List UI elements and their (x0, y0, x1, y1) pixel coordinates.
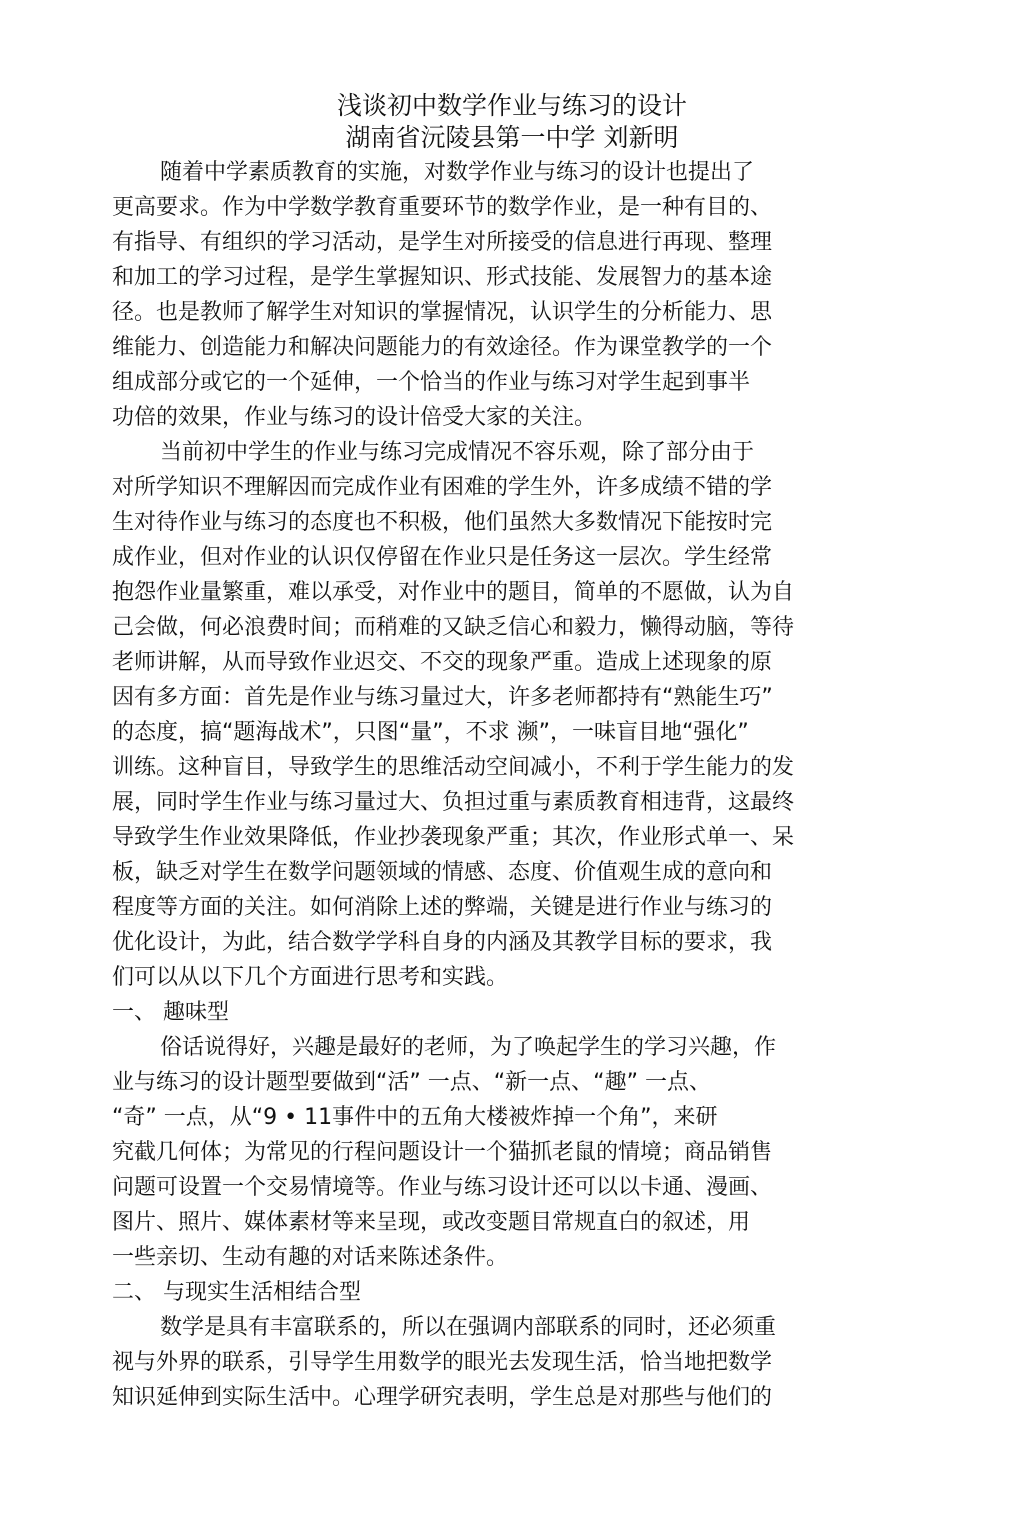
paragraph-line: 维能力、创造能力和解决问题能力的有效途径。作为课堂教学的一个 (112, 335, 773, 360)
paragraph-line: 俗话说得好，兴趣是最好的老师，为了唤起学生的学习兴趣，作 (160, 1035, 777, 1060)
paragraph-line: 更高要求。作为中学数学教育重要环节的数学作业，是一种有目的、 (112, 195, 773, 220)
document-title: 浅谈初中数学作业与练习的设计 (336, 91, 687, 120)
paragraph-line: 问题可设置一个交易情境等。作业与练习设计还可以以卡通、漫画、 (112, 1175, 773, 1200)
paragraph-line: 的态度，搞“题海战术”，只图“量”，不求 濒”，一味盲目地“强化” (112, 720, 749, 745)
paragraph-line: 生对待作业与练习的态度也不积极，他们虽然大多数情况下能按时完 (112, 510, 773, 535)
paragraph-line: 因有多方面：首先是作业与练习量过大，许多老师都持有“熟能生巧” (112, 685, 773, 710)
paragraph-line: 老师讲解，从而导致作业迟交、不交的现象严重。造成上述现象的原 (112, 650, 773, 675)
paragraph-line: 一些亲切、生动有趣的对话来陈述条件。 (112, 1245, 509, 1270)
paragraph-line: 随着中学素质教育的实施，对数学作业与练习的设计也提出了 (160, 160, 755, 185)
paragraph-line: 功倍的效果，作业与练习的设计倍受大家的关注。 (112, 405, 597, 430)
paragraph-line: “奇” 一点，从“9 • 11事件中的五角大楼被炸掉一个角”，来研 (112, 1105, 718, 1130)
section-heading: 一、 趣味型 (112, 1000, 229, 1025)
paragraph-line: 对所学知识不理解因而完成作业有困难的学生外，许多成绩不错的学 (112, 475, 773, 500)
paragraph-line: 程度等方面的关注。如何消除上述的弊端，关键是进行作业与练习的 (112, 895, 773, 920)
paragraph-line: 导致学生作业效果降低，作业抄袭现象严重；其次，作业形式单一、呆 (112, 825, 795, 850)
section-heading: 二、 与现实生活相结合型 (112, 1280, 361, 1305)
paragraph-line: 径。也是教师了解学生对知识的掌握情况，认识学生的分析能力、思 (112, 300, 773, 325)
paragraph-line: 图片、照片、媒体素材等来呈现，或改变题目常规直白的叙述，用 (112, 1210, 751, 1235)
paragraph-line: 数学是具有丰富联系的，所以在强调内部联系的同时，还必须重 (160, 1315, 777, 1340)
paragraph-line: 视与外界的联系，引导学生用数学的眼光去发现生活，恰当地把数学 (112, 1350, 773, 1375)
paragraph-line: 成作业，但对作业的认识仅停留在作业只是任务这一层次。学生经常 (112, 545, 773, 570)
paragraph-line: 己会做，何必浪费时间；而稍难的又缺乏信心和毅力，懒得动脑，等待 (112, 615, 795, 640)
paragraph-line: 抱怨作业量繁重，难以承受，对作业中的题目，简单的不愿做，认为自 (112, 580, 795, 605)
paragraph-line: 板，缺乏对学生在数学问题领域的情感、态度、价值观生成的意向和 (112, 860, 773, 885)
paragraph-line: 知识延伸到实际生活中。心理学研究表明，学生总是对那些与他们的 (112, 1385, 773, 1410)
paragraph-line: 和加工的学习过程，是学生掌握知识、形式技能、发展智力的基本途 (112, 265, 773, 290)
paragraph-line: 究截几何体；为常见的行程问题设计一个猫抓老鼠的情境；商品销售 (112, 1140, 773, 1165)
paragraph-line: 组成部分或它的一个延伸，一个恰当的作业与练习对学生起到事半 (112, 370, 751, 395)
paragraph-line: 们可以从以下几个方面进行思考和实践。 (112, 965, 509, 990)
paragraph-line: 展，同时学生作业与练习量过大、负担过重与素质教育相违背，这最终 (112, 790, 795, 815)
paragraph-line: 当前初中学生的作业与练习完成情况不容乐观，除了部分由于 (160, 440, 755, 465)
paragraph-line: 有指导、有组织的学习活动，是学生对所接受的信息进行再现、整理 (112, 230, 773, 255)
paragraph-line: 业与练习的设计题型要做到“活” 一点、“新一点、“趣” 一点、 (112, 1070, 711, 1095)
paragraph-line: 训练。这种盲目，导致学生的思维活动空间减小，不利于学生能力的发 (112, 755, 795, 780)
paragraph-line: 优化设计，为此，结合数学学科自身的内涵及其教学目标的要求，我 (112, 930, 773, 955)
author-line: 湖南省沅陵县第一中学 刘新明 (345, 123, 679, 152)
